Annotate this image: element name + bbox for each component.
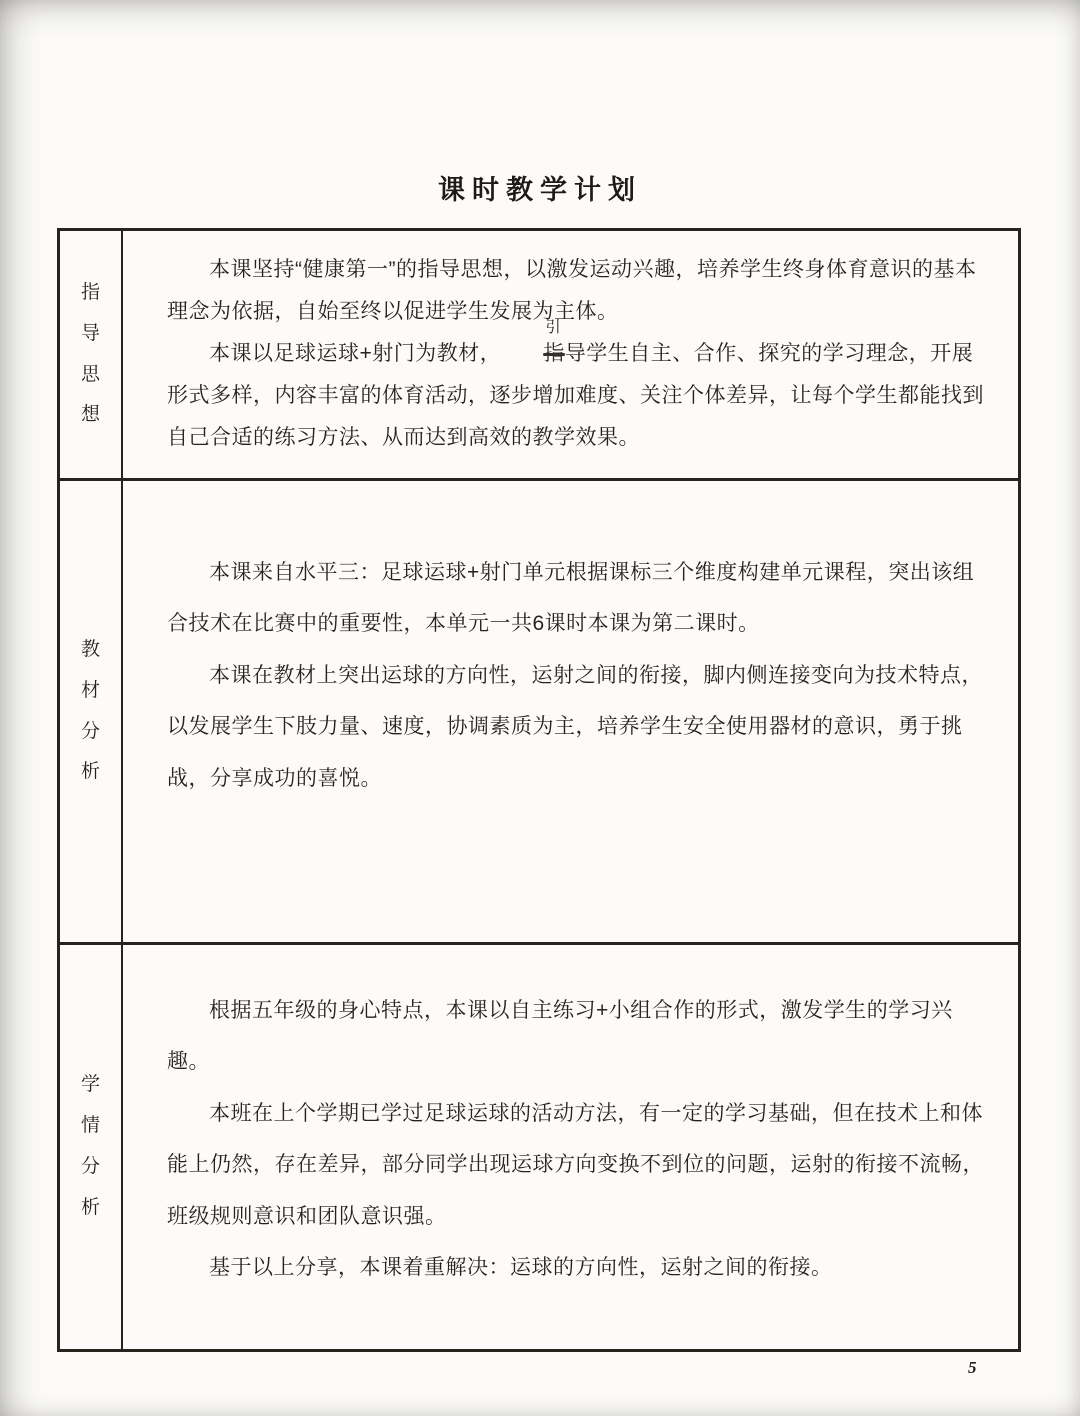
row-label-cell xyxy=(60,945,123,1349)
paragraph: 本课在教材上突出运球的方向性，运射之间的衔接，脚内侧连接变向为技术特点，以发展学生下肢力量、速度，协调素质为主，培养学生安全使用器材的意识，勇于挑战，分享成功的喜悦。 xyxy=(167,663,983,790)
inserted-char: 引 xyxy=(545,319,562,337)
row-label-cell xyxy=(60,231,123,478)
row-label: 学情分析 xyxy=(80,1074,100,1218)
paragraph xyxy=(167,319,984,459)
row-content xyxy=(123,481,1018,942)
row-label-cell xyxy=(60,481,123,942)
page-number: 5 xyxy=(968,1358,977,1377)
table-row-learner-analysis xyxy=(60,942,1018,1349)
paragraph: 本课坚持“健康第一”的指导思想，以激发运动兴趣，培养学生终身体育意识的基本理念为依据，自始至终以促进学生发展为主体。 xyxy=(167,258,977,323)
table-row-material-analysis xyxy=(60,478,1018,942)
paragraph: 本班在上个学期已学过足球运球的活动方法，有一定的学习基础，但在技术上和体能上仍然，存在差异，部分同学出现运球方向变换不到位的问题，运射的衔接不流畅，班级规则意识和团队意识强。 xyxy=(167,1101,984,1228)
paragraph-text: 导学生自主、合作、探究的学习理念，开展形式多样，内容丰富的体育活动，逐步增加难度、关注个体差异，让每个学生都能找到自己合适的练习方法、从而达到高效的教学效果。 xyxy=(167,342,984,449)
row-content xyxy=(123,945,1018,1349)
paragraph-text: 本课以足球运球+射门为教材， xyxy=(209,342,502,365)
struck-char: 指 xyxy=(543,342,565,365)
paragraph: 本课来自水平三：足球运球+射门单元根据课标三个维度构建单元课程，突出该组合技术在比赛中的重要性，本单元一共6课时本课为第二课时。 xyxy=(167,561,975,636)
paragraph: 根据五年级的身心特点，本课以自主练习+小组合作的形式，激发学生的学习兴趣。 xyxy=(167,999,953,1074)
row-label: 教材分析 xyxy=(80,638,100,783)
paragraph: 基于以上分享，本课着重解决：运球的方向性，运射之间的衔接。 xyxy=(209,1256,833,1280)
lesson-plan-table xyxy=(57,228,1021,1352)
row-content xyxy=(123,231,1018,478)
row-label: 指导思想 xyxy=(80,281,100,426)
table-row-guiding-ideology xyxy=(60,231,1018,478)
page-title: 课时教学计划 xyxy=(438,175,642,205)
correction-mark xyxy=(501,319,565,375)
